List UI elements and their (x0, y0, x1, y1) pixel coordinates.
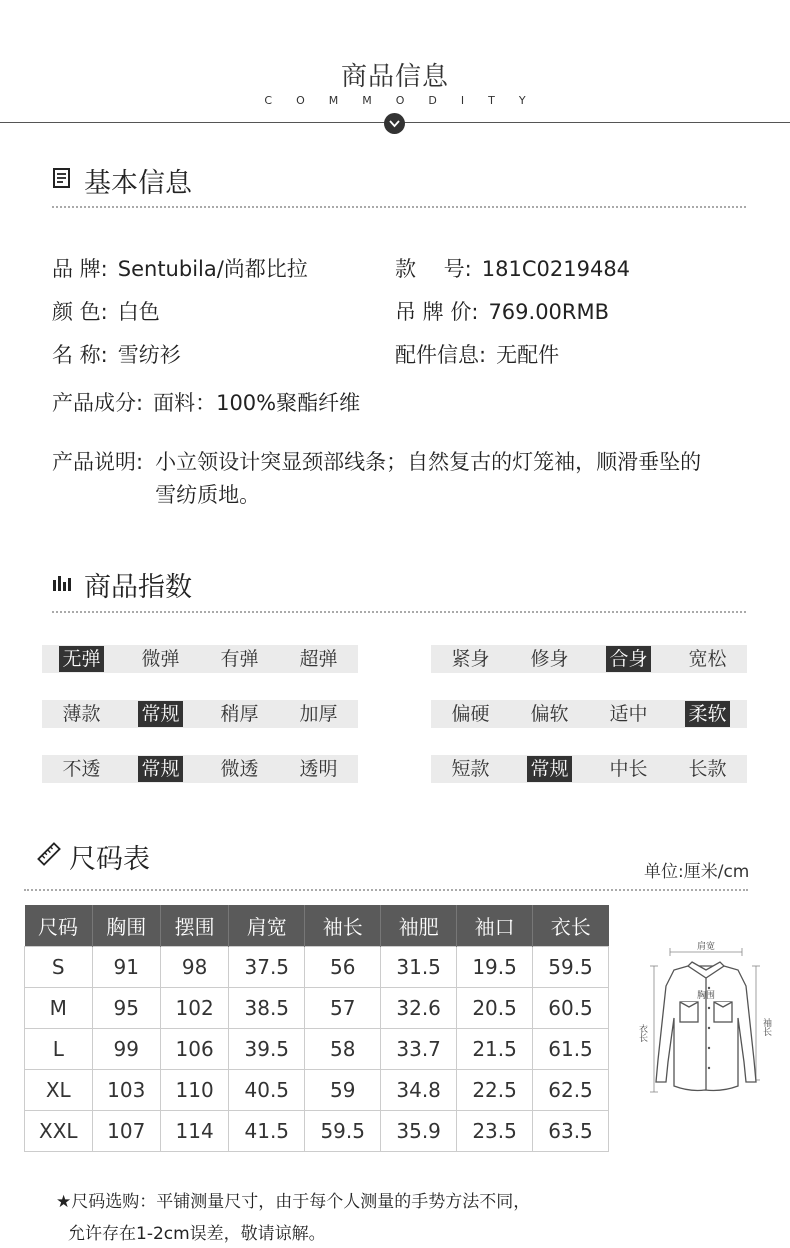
index-option-label: 微弹 (141, 648, 180, 670)
index-option-label: 透明 (299, 758, 338, 780)
parts-label: 配件信息: (395, 343, 487, 367)
index-row (42, 700, 358, 728)
index-option (121, 645, 200, 673)
index-option (510, 645, 589, 673)
color-row (52, 296, 160, 326)
table-cell: 22.5 (457, 1069, 533, 1110)
ruler-icon (37, 842, 61, 870)
length-label: 衣长 (637, 1024, 647, 1042)
size-heading (37, 840, 150, 875)
index-option-label: 微透 (220, 758, 259, 780)
size-column-header: 袖口 (457, 905, 533, 946)
table-cell: 98 (160, 946, 228, 987)
table-cell: 61.5 (533, 1028, 609, 1069)
index-option-label: 适中 (609, 703, 648, 725)
table-cell: 95 (92, 987, 160, 1028)
index-option (279, 755, 358, 783)
table-cell: 110 (160, 1069, 228, 1110)
index-option (279, 700, 358, 728)
commodity-title: 商品信息 (340, 62, 449, 92)
index-option (668, 755, 747, 783)
price-label: 吊 牌 价: (395, 300, 479, 324)
index-option-selected-label: 合身 (606, 646, 650, 672)
table-cell: 35.9 (381, 1110, 457, 1151)
table-cell: 31.5 (381, 946, 457, 987)
size-column-header: 袖肥 (381, 905, 457, 946)
table-cell: 107 (92, 1110, 160, 1151)
index-option-label: 偏软 (530, 703, 569, 725)
index-option-selected-label: 常规 (138, 756, 182, 782)
table-cell: XXL (25, 1110, 93, 1151)
table-cell: 103 (92, 1069, 160, 1110)
index-option-label: 不透 (62, 758, 101, 780)
chevron-down-icon (384, 113, 405, 134)
size-column-header: 肩宽 (229, 905, 305, 946)
index-option-selected-label: 常规 (138, 701, 182, 727)
shoulder-label: 肩宽 (696, 942, 716, 952)
dotted-divider (52, 206, 746, 208)
parts-value: 无配件 (496, 343, 560, 367)
index-option-label: 长款 (688, 758, 727, 780)
index-option-label: 偏硬 (451, 703, 490, 725)
name-label: 名 称: (52, 343, 108, 367)
document-icon (52, 167, 72, 193)
description-label: 产品说明: (52, 450, 144, 474)
table-row (25, 1110, 609, 1151)
index-option (510, 755, 589, 783)
index-option (121, 700, 200, 728)
table-cell: 39.5 (229, 1028, 305, 1069)
unit-label: 单位:厘米/cm (644, 862, 750, 882)
size-column-header: 袖长 (305, 905, 381, 946)
color-value: 白色 (117, 300, 160, 324)
index-option-label: 紧身 (451, 648, 490, 670)
index-option (431, 755, 510, 783)
table-cell: 91 (92, 946, 160, 987)
price-row (395, 296, 609, 326)
index-title: 商品指数 (84, 571, 192, 603)
table-cell: 62.5 (533, 1069, 609, 1110)
size-title: 尺码表 (69, 843, 150, 875)
table-cell: 102 (160, 987, 228, 1028)
index-heading (52, 568, 192, 603)
index-option (200, 645, 279, 673)
index-row (431, 645, 747, 673)
index-option (279, 645, 358, 673)
index-option (668, 645, 747, 673)
index-option (431, 700, 510, 728)
name-row (52, 339, 181, 369)
size-column-header: 尺码 (25, 905, 93, 946)
index-option-label: 薄款 (62, 703, 101, 725)
index-option-label: 加厚 (299, 703, 338, 725)
table-cell: 40.5 (229, 1069, 305, 1110)
index-option-selected-label: 柔软 (685, 701, 729, 727)
bar-chart-icon (52, 572, 72, 596)
table-cell: 19.5 (457, 946, 533, 987)
brand-value: Sentubila/尚都比拉 (117, 257, 308, 281)
index-row (42, 645, 358, 673)
name-value: 雪纺衫 (117, 343, 181, 367)
commodity-subtitle: COMMODITY (264, 94, 550, 107)
size-note (56, 1186, 530, 1248)
index-row (42, 755, 358, 783)
size-table (24, 905, 609, 1152)
shirt-measure-diagram (630, 940, 780, 1110)
table-cell: 59.5 (533, 946, 609, 987)
parts-row (395, 339, 559, 369)
index-option (589, 700, 668, 728)
index-option (121, 755, 200, 783)
index-option-label: 有弹 (220, 648, 259, 670)
index-option (510, 700, 589, 728)
description-value: 小立领设计突显颈部线条；自然复古的灯笼袖，顺滑垂坠的雪纺质地。 (155, 450, 702, 507)
index-option (42, 755, 121, 783)
note-line-1: ★尺码选购：平铺测量尺寸，由于每个人测量的手势方法不同， (56, 1192, 531, 1212)
index-option (200, 755, 279, 783)
table-cell: S (25, 946, 93, 987)
color-label: 颜 色: (52, 300, 108, 324)
table-cell: 21.5 (457, 1028, 533, 1069)
brand-row (52, 253, 308, 283)
index-option-selected-label: 无弹 (59, 646, 103, 672)
index-option-label: 宽松 (688, 648, 727, 670)
material-value: 面料：100%聚酯纤维 (153, 391, 361, 415)
index-option (668, 700, 747, 728)
size-column-header: 衣长 (533, 905, 609, 946)
table-cell: 63.5 (533, 1110, 609, 1151)
size-table-header (25, 905, 609, 946)
description-row (52, 446, 742, 512)
index-option-selected-label: 常规 (527, 756, 571, 782)
table-cell: 114 (160, 1110, 228, 1151)
dotted-divider (24, 889, 748, 891)
table-row (25, 987, 609, 1028)
index-row (431, 700, 747, 728)
style-label: 款 号: (395, 257, 472, 281)
table-cell: M (25, 987, 93, 1028)
table-cell: XL (25, 1069, 93, 1110)
table-cell: 37.5 (229, 946, 305, 987)
index-option (431, 645, 510, 673)
table-cell: 38.5 (229, 987, 305, 1028)
table-row (25, 1028, 609, 1069)
dotted-divider (52, 611, 746, 613)
brand-label: 品 牌: (52, 257, 108, 281)
table-cell: 59 (305, 1069, 381, 1110)
style-row (395, 253, 630, 283)
basic-info-title: 基本信息 (84, 167, 192, 199)
index-option-label: 修身 (530, 648, 569, 670)
table-cell: 32.6 (381, 987, 457, 1028)
table-cell: 56 (305, 946, 381, 987)
sleeve-label: 袖长 (761, 1018, 771, 1036)
index-option-label: 超弹 (299, 648, 338, 670)
table-cell: 33.7 (381, 1028, 457, 1069)
table-cell: 57 (305, 987, 381, 1028)
index-option (42, 645, 121, 673)
index-option-label: 中长 (609, 758, 648, 780)
table-row (25, 946, 609, 987)
table-cell: 58 (305, 1028, 381, 1069)
index-option-label: 稍厚 (220, 703, 259, 725)
size-column-header: 胸围 (92, 905, 160, 946)
table-cell: 59.5 (305, 1110, 381, 1151)
table-cell: 41.5 (229, 1110, 305, 1151)
table-cell: L (25, 1028, 93, 1069)
table-cell: 23.5 (457, 1110, 533, 1151)
index-option (200, 700, 279, 728)
table-cell: 106 (160, 1028, 228, 1069)
price-value: 769.00RMB (488, 300, 610, 324)
table-row (25, 1069, 609, 1110)
size-column-header: 摆围 (160, 905, 228, 946)
table-cell: 34.8 (381, 1069, 457, 1110)
table-cell: 20.5 (457, 987, 533, 1028)
index-option-label: 短款 (451, 758, 490, 780)
table-cell: 60.5 (533, 987, 609, 1028)
index-option (589, 645, 668, 673)
index-option (42, 700, 121, 728)
style-value: 181C0219484 (481, 257, 631, 281)
chest-label: 胸围 (696, 991, 716, 1001)
index-row (431, 755, 747, 783)
material-row (52, 387, 360, 417)
table-cell: 99 (92, 1028, 160, 1069)
index-option (589, 755, 668, 783)
note-line-2: 允许存在1-2cm误差，敬请谅解。 (68, 1224, 326, 1244)
material-label: 产品成分: (52, 391, 144, 415)
basic-info-heading (52, 164, 192, 199)
